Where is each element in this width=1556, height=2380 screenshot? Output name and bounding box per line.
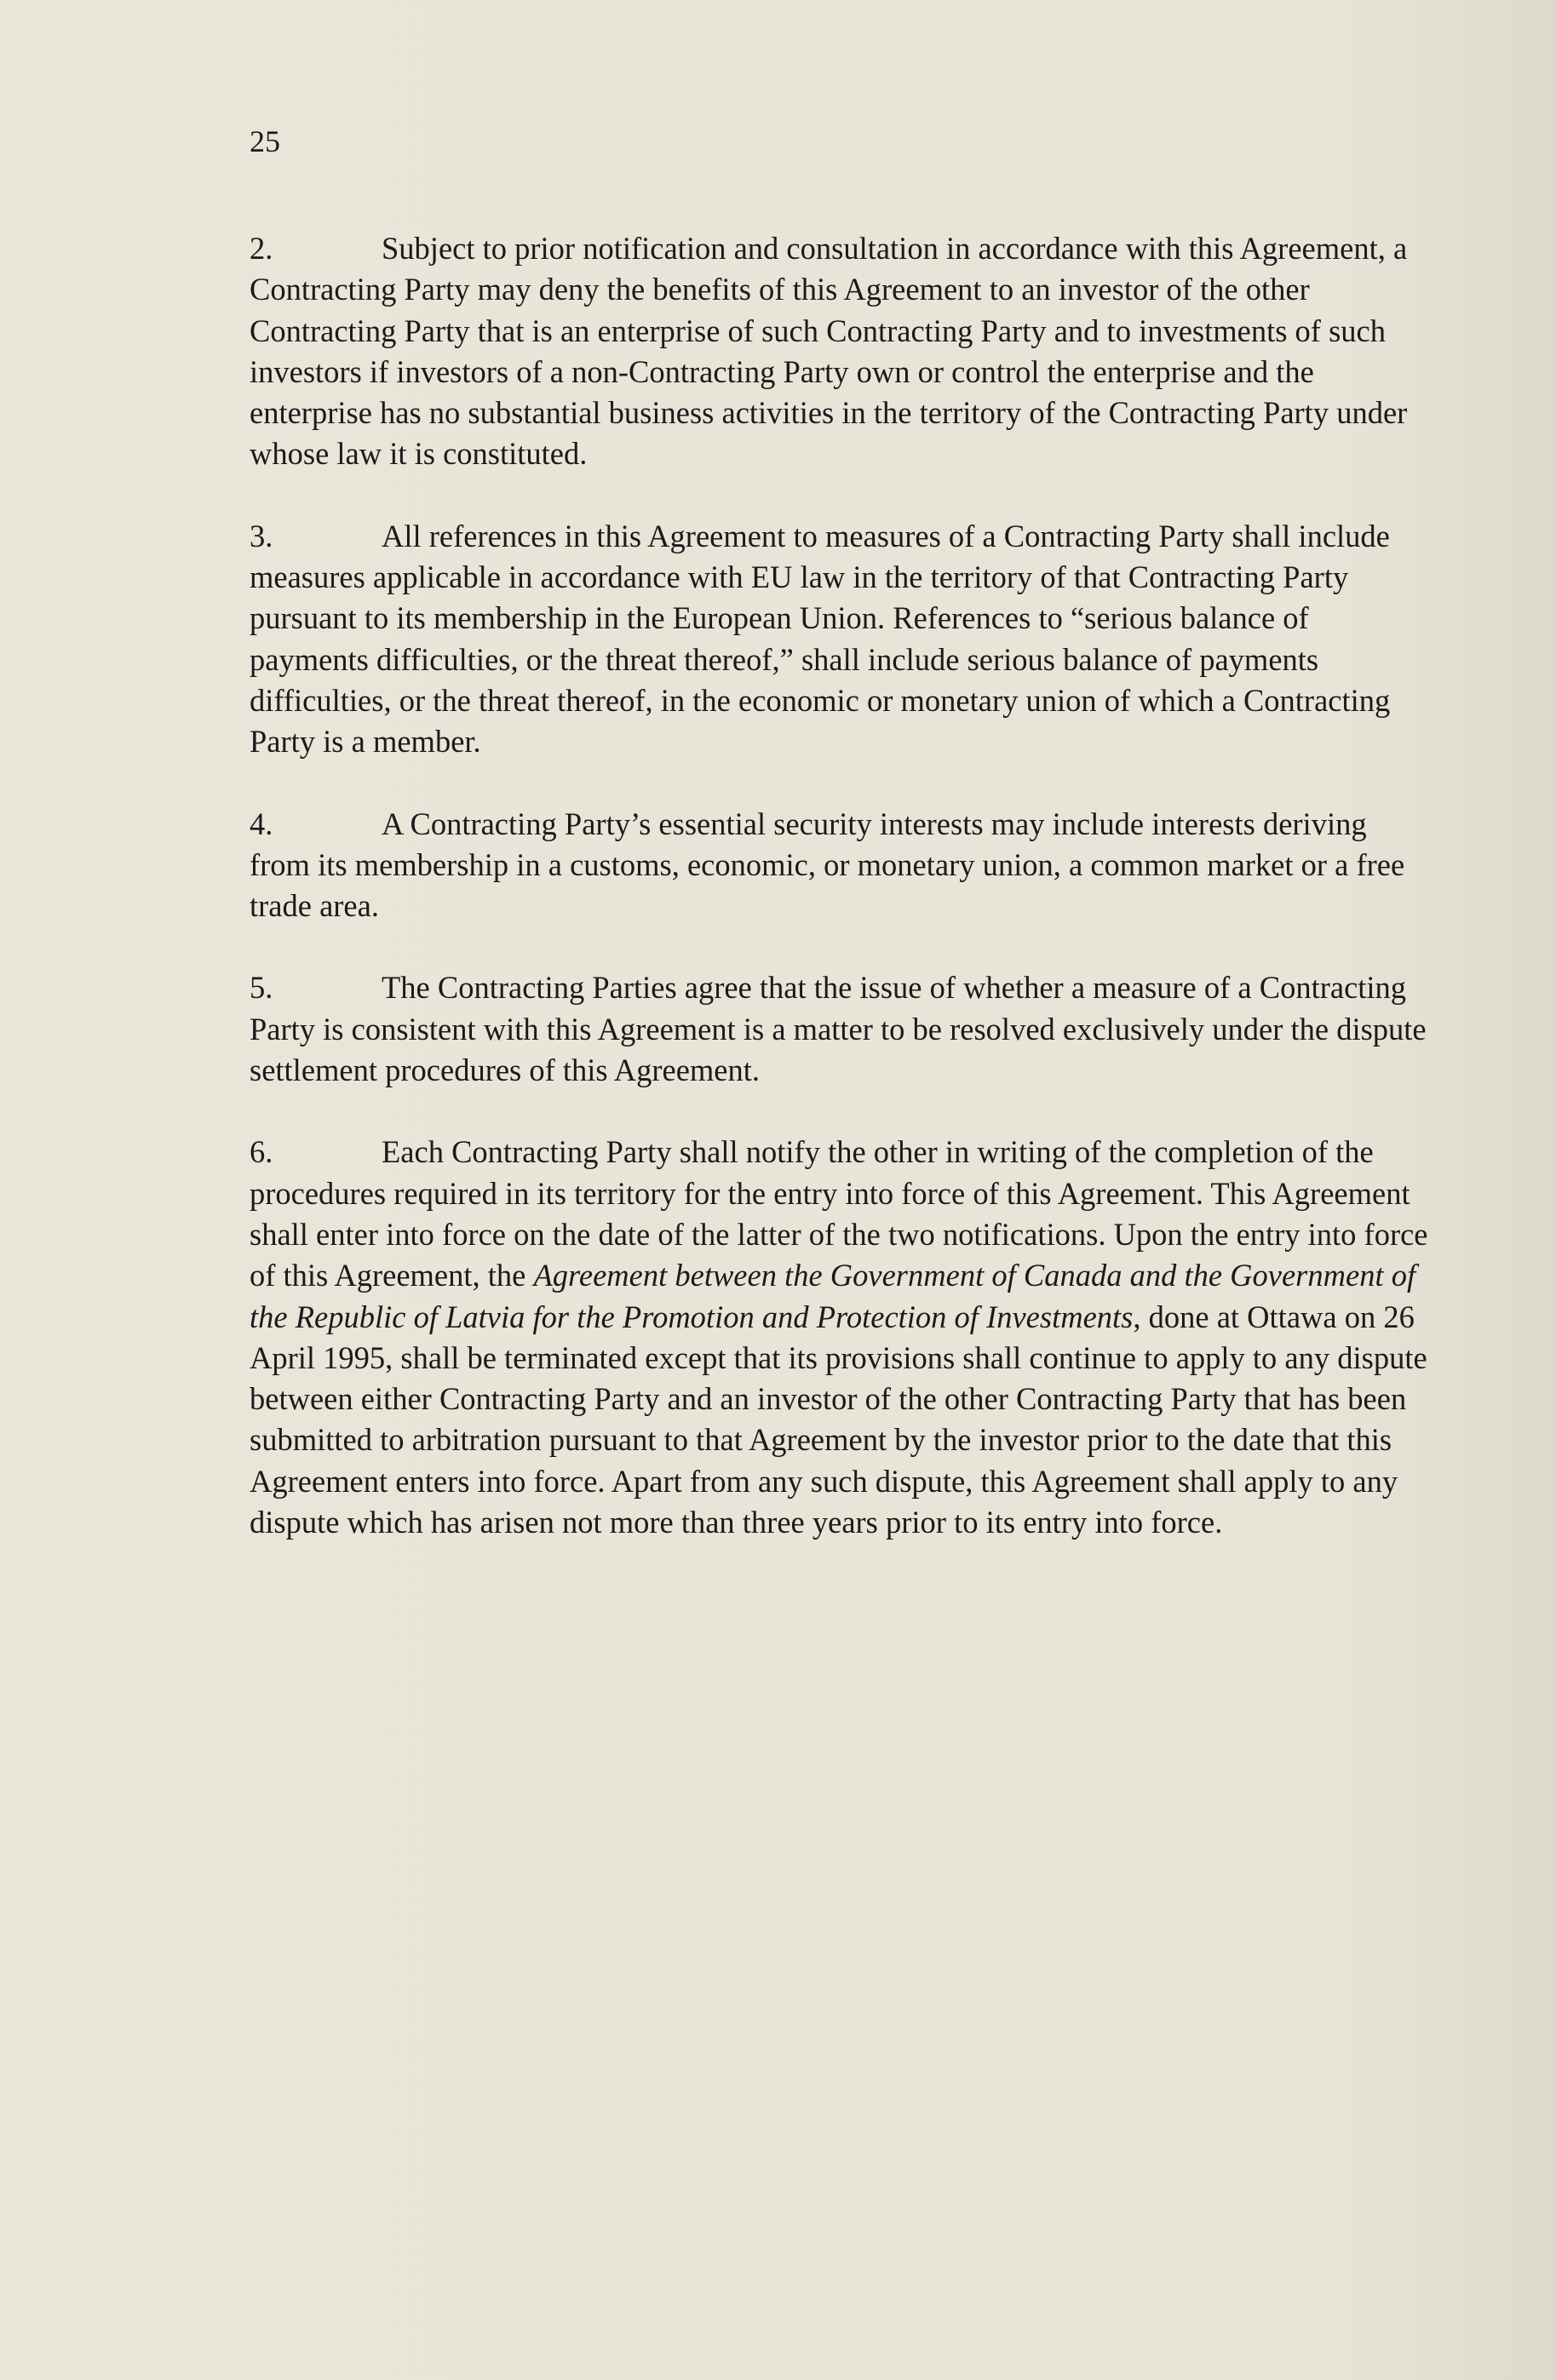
paragraph-number: 4. [250,806,273,841]
agreement-title: Agreement between the Government of Canada and the Government of the Republic of Latvia for the Promotion and Protection of Investments [250,1258,1416,1334]
paragraph-3 [250,516,1433,763]
paragraph-number: 5. [250,970,273,1006]
paragraph-text: All references in this Agreement to measures of a Contracting Party shall include measures applicable in accordance with EU law in the territory of that Contracting Party pursuant to its membership in the European Union. References to “serious balance of payments difficulties, or the threat thereof,” shall include serious balance of payments difficulties, or the threat thereof, in the economic or monetary union of which a Contracting Party is a member. [250,518,1391,760]
paragraph-text-end: , done at Ottawa on 26 April 1995, shall be terminated except that its provisions shall continue to apply to any dispute between either Contracting Party and an investor of the other Contracting Party that has been submitted to arbitration pursuant to that Agreement by the investor prior to the date that this Agreement enters into force. Apart from any such dispute, this Agreement shall apply to any dispute which has arisen not more than three years prior to its entry into force. [250,1299,1427,1540]
page-number: 25 [250,124,280,158]
paragraph-text: The Contracting Parties agree that the issue of whether a measure of a Contracting Party is consistent with this Agreement is a matter to be resolved exclusively under the dispute settlement procedures of this Agreement. [250,970,1427,1088]
paragraph-5 [250,967,1433,1091]
paragraph-6 [250,1132,1433,1543]
paragraph-text: A Contracting Party’s essential security interests may include interests deriving from its membership in a customs, economic, or monetary union, a common market or a free trade area. [250,806,1405,924]
paragraph-text-start: Each Contracting Party shall notify the other in writing of the completion of the procedures required in its territory for the entry into force of this Agreement. This Agreement shall enter into force on the date of the latter of the two notifications. Upon the entry into force of this Agreement, the [250,1134,1428,1293]
document-body [250,228,1433,1584]
paragraph-number: 2. [250,231,273,266]
paragraph-4 [250,804,1433,927]
paragraph-2 [250,228,1433,475]
paragraph-number: 3. [250,518,273,553]
paragraph-text: Subject to prior notification and consultation in accordance with this Agreement, a Contracting Party may deny the benefits of this Agreement to an investor of the other Contracting Party that is an enterprise of such Contracting Party and to investments of such investors if investors of a non-Contracting Party own or control the enterprise and the enterprise has no substantial business activities in the territory of the Contracting Party under whose law it is constituted. [250,231,1408,472]
paragraph-number: 6. [250,1134,273,1170]
